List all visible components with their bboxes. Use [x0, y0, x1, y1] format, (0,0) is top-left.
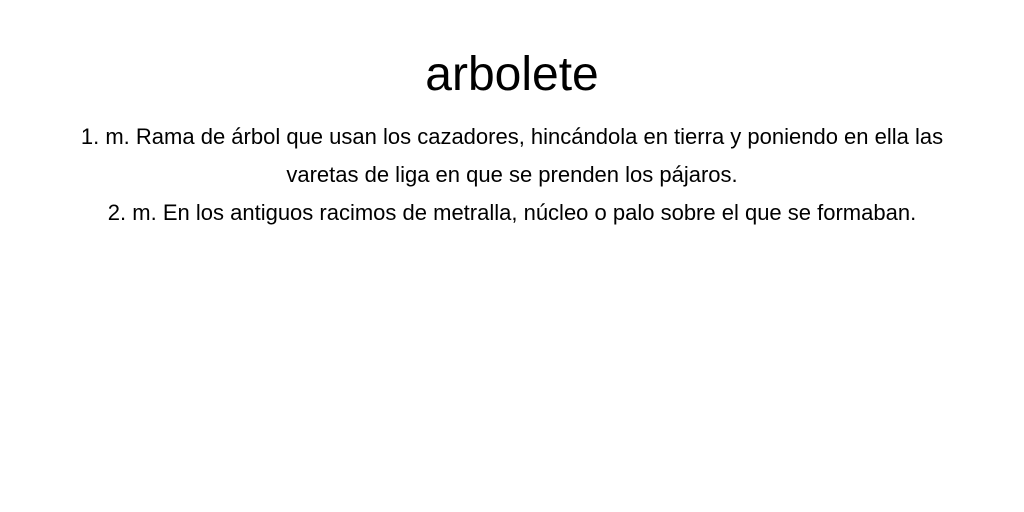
- definition-text: En los antiguos racimos de metralla, núcleo o palo sobre el que se formaban.: [162, 200, 917, 225]
- definition-text: Rama de árbol que usan los cazadores, hincándola en tierra y poniendo en ella las varetas de liga en que se prenden los pájaros.: [135, 124, 944, 187]
- definition-number: 1.: [80, 124, 100, 149]
- definition-category: m.: [105, 124, 130, 149]
- definitions-list: [47, 118, 977, 232]
- definition-category: m.: [132, 200, 157, 225]
- definition-number: 2.: [107, 200, 127, 225]
- definition-item: [47, 118, 977, 194]
- headword: arbolete: [425, 48, 599, 101]
- definition-item: [47, 194, 977, 232]
